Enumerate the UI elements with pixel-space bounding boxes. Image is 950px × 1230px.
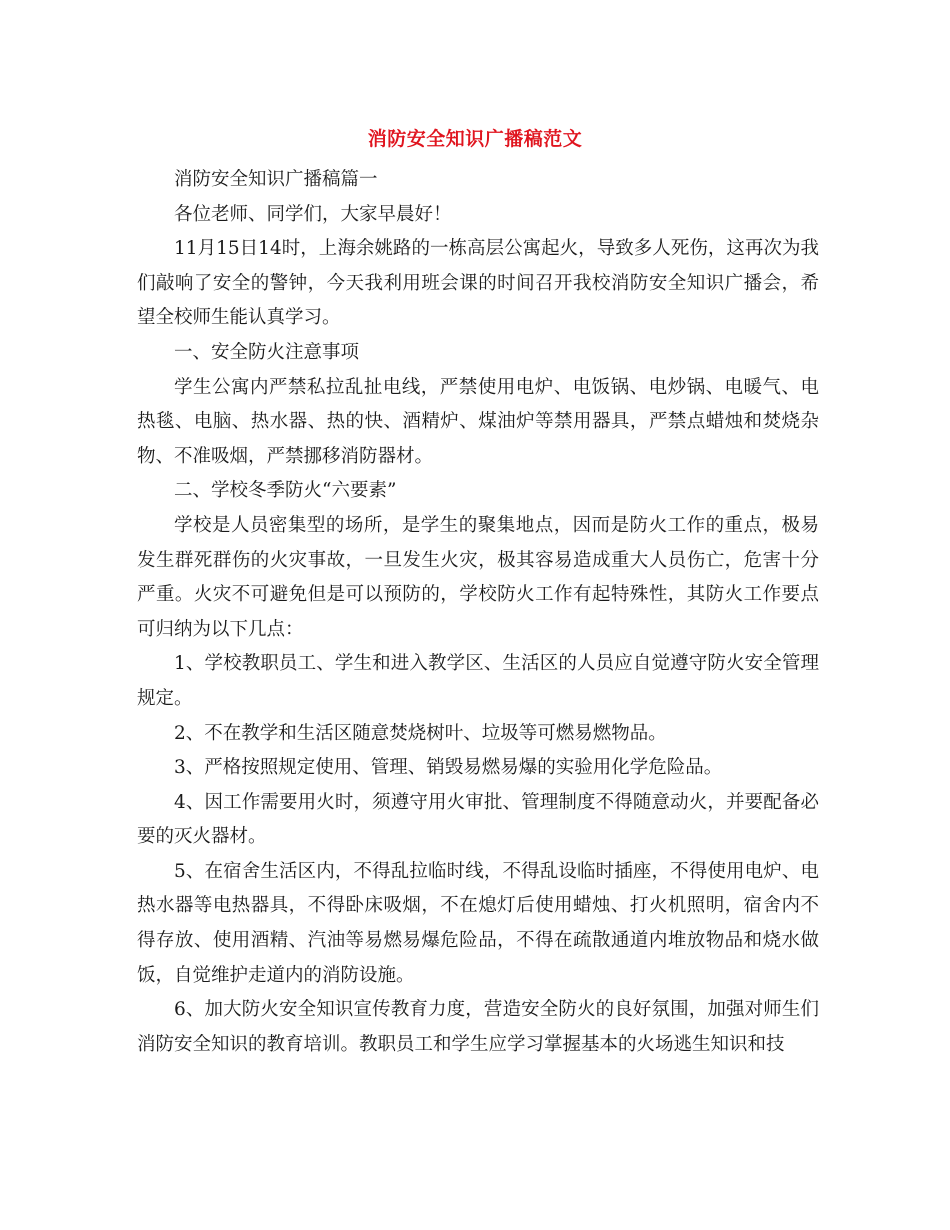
intro-paragraph: 11月15日14时，上海余姚路的一栋高层公寓起火，导致多人死伤，这再次为我们敲响了安全的警钟，今天我利用班会课的时间召开我校消防安全知识广播会，希望全校师生能认真学习。 [137,238,819,329]
list-item-1: 1、学校教职员工、学生和进入教学区、生活区的人员应自觉遵守防火安全管理规定。 [137,653,819,709]
section-1-paragraph: 学生公寓内严禁私拉乱扯电线，严禁使用电炉、电饭锅、电炒锅、电暖气、电热毯、电脑、热水器、热的快、酒精炉、煤油炉等禁用器具，严禁点蜡烛和焚烧杂物、不准吸烟，严禁挪移消防器材。 [137,376,819,467]
subtitle-paragraph: 消防安全知识广播稿篇一 [174,169,378,190]
section-2-paragraph: 学校是人员密集型的场所，是学生的聚集地点，因而是防火工作的重点，极易发生群死群伤的火灾事故，一旦发生火灾，极其容易造成重大人员伤亡，危害十分严重。火灾不可避免但是可以预防的，学校防火工作有起特殊性，其防火工作要点可归纳为以下几点： [137,514,819,640]
list-item-5: 5、在宿舍生活区内，不得乱拉临时线，不得乱设临时插座，不得使用电炉、电热水器等电热器具，不得卧床吸烟，不在熄灯后使用蜡烛、打火机照明，宿舍内不得存放、使用酒精、汽油等易燃易爆危险品，不得在疏散通道内堆放物品和烧水做饭，自觉维护走道内的消防设施。 [137,860,819,986]
list-item-4: 4、因工作需要用火时，须遵守用火审批、管理制度不得随意动火，并要配备必要的灭火器材。 [137,791,819,848]
list-item-6: 6、加大防火安全知识宣传教育力度，营造安全防火的良好氛围，加强对师生们消防安全知识的教育培训。教职员工和学生应学习掌握基本的火场逃生知识和技 [137,999,819,1055]
list-item-3: 3、严格按照规定使用、管理、销毁易燃易爆的实验用化学危险品。 [174,757,723,779]
list-item-2: 2、不在教学和生活区随意焚烧树叶、垃圾等可燃易燃物品。 [174,722,667,744]
document-body [137,163,819,1062]
section-heading-1: 一、安全防火注意事项 [174,341,360,363]
greeting-paragraph: 各位老师、同学们，大家早晨好！ [174,203,452,225]
section-heading-2: 二、学校冬季防火“六要素” [174,480,397,502]
document-title: 消防安全知识广播稿范文 [367,128,583,150]
